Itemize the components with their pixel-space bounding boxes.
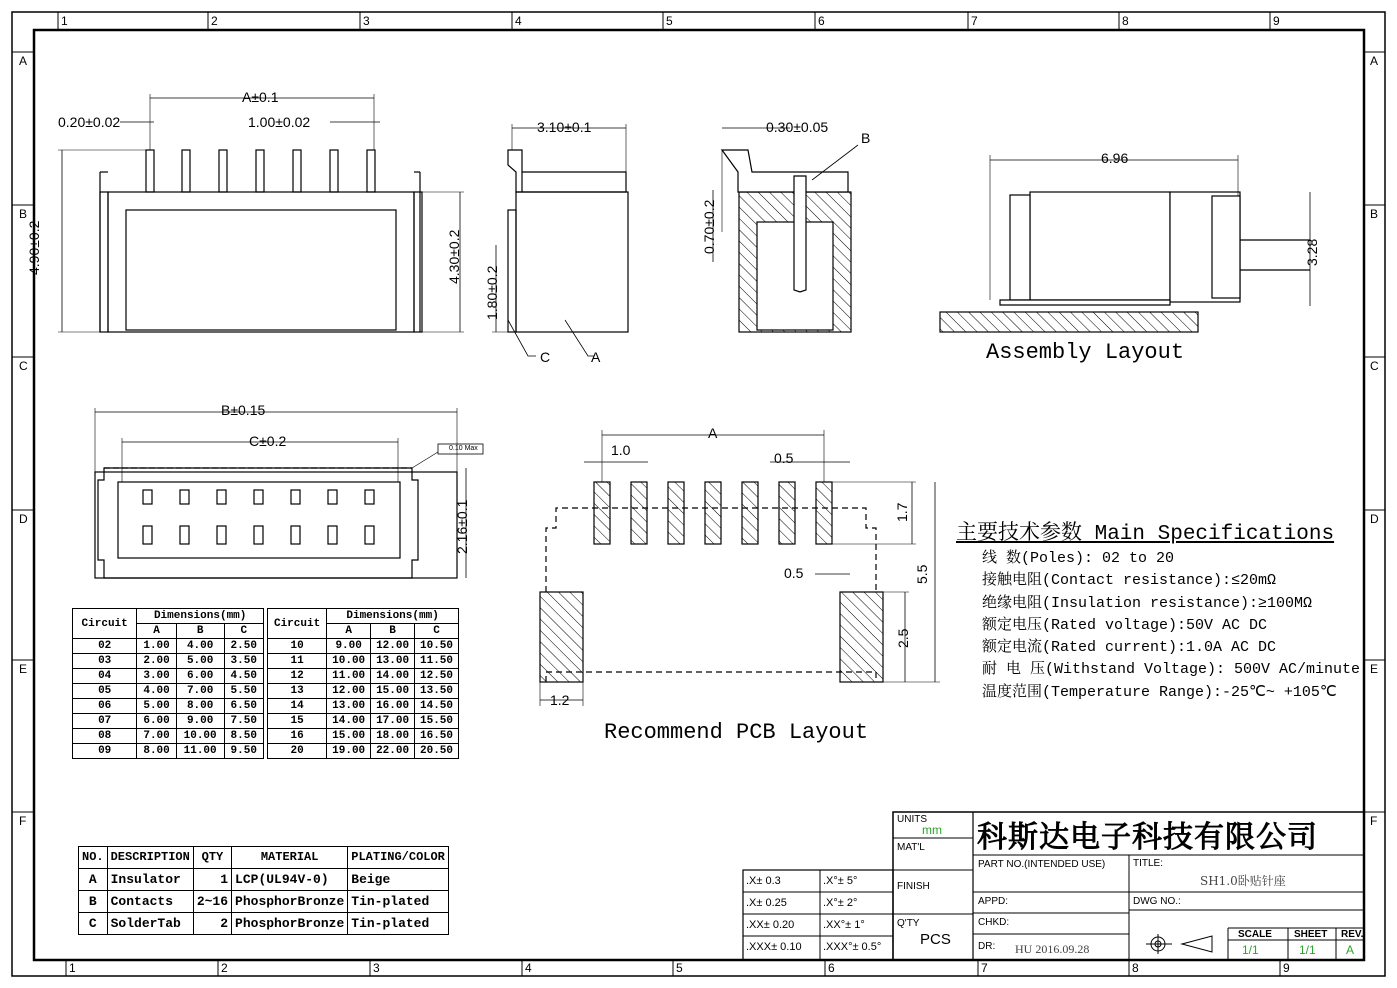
circuit-cell: 13 xyxy=(268,684,327,699)
dimension-c-cell: 7.50 xyxy=(224,714,263,729)
zone-col-8: 8 xyxy=(1122,14,1129,28)
table-row xyxy=(268,654,459,669)
bom-header-material: MATERIAL xyxy=(232,847,348,869)
company-name: 科斯达电子科技有限公司 xyxy=(977,820,1318,855)
zone-col-1: 1 xyxy=(61,14,68,28)
dimension-c-cell: 13.50 xyxy=(415,684,459,699)
zone-row-c: C xyxy=(19,359,28,373)
header-dimensions: Dimensions(mm) xyxy=(327,609,459,624)
dimension-a-cell: 5.00 xyxy=(137,699,176,714)
circuit-cell: 11 xyxy=(268,654,327,669)
zone-col-5-bottom: 5 xyxy=(676,961,683,975)
dimension-c-cell: 16.50 xyxy=(415,729,459,744)
dimension-a-cell: 15.00 xyxy=(327,729,371,744)
dimension-b-cell: 15.00 xyxy=(371,684,415,699)
tolerance-angle-1: .X°± 5° xyxy=(823,875,858,887)
dim-assembly-length: 6.96 xyxy=(1101,150,1129,166)
zone-row-e-right: E xyxy=(1370,662,1379,676)
bom-table xyxy=(78,846,449,935)
title-label: TITLE: xyxy=(1133,858,1164,869)
circuit-cell: 07 xyxy=(73,714,137,729)
dim-body-height: 4.30±0.2 xyxy=(446,229,462,284)
tolerance-angle-3: .XX°± 1° xyxy=(823,919,865,931)
zone-col-3: 3 xyxy=(363,14,370,28)
bom-qty: 1 xyxy=(193,869,231,891)
table-row xyxy=(268,639,459,654)
dimension-a-cell: 4.00 xyxy=(137,684,176,699)
scale-label: SCALE xyxy=(1238,929,1272,940)
dimension-b-cell: 13.00 xyxy=(371,654,415,669)
bom-qty: 2 xyxy=(193,913,231,935)
table-row xyxy=(73,669,264,684)
tolerance-angle-2: .X°± 2° xyxy=(823,897,858,909)
bom-material: PhosphorBronze xyxy=(232,913,348,935)
dimension-table-left-body xyxy=(73,639,264,759)
bom-row xyxy=(79,913,449,935)
front-pins xyxy=(146,150,375,192)
zone-row-a-right: A xyxy=(1370,54,1379,68)
dimension-a-cell: 11.00 xyxy=(327,669,371,684)
header-col-b: B xyxy=(371,624,415,639)
finish-label: FINISH xyxy=(897,881,930,892)
flatness-value: 0.10 xyxy=(449,445,463,452)
dimension-b-cell: 14.00 xyxy=(371,669,415,684)
zone-row-f-right: F xyxy=(1370,814,1378,828)
spec-list xyxy=(982,546,1360,702)
flatness-callout xyxy=(449,445,478,453)
dimension-a-cell: 12.00 xyxy=(327,684,371,699)
spec-title: 主要技术参数 Main Specifications xyxy=(956,523,1335,546)
bom-no: B xyxy=(79,891,108,913)
dimension-a-cell: 10.00 xyxy=(327,654,371,669)
zone-col-4-bottom: 4 xyxy=(525,961,532,975)
header-col-c: C xyxy=(224,624,263,639)
callout-b: B xyxy=(861,130,871,146)
bom-plating: Tin-plated xyxy=(348,891,449,913)
dimension-c-cell: 2.50 xyxy=(224,639,263,654)
spec-withstand-voltage: 耐 电 压(Withstand Voltage): 500V AC/minute xyxy=(982,661,1361,679)
spec-temperature-range: 温度范围(Temperature Range):-25℃~ +105℃ xyxy=(982,683,1337,701)
zone-col-4: 4 xyxy=(515,14,522,28)
dim-side-width: 3.10±0.1 xyxy=(537,119,592,135)
spec-rated-current: 额定电流(Rated current):1.0A AC DC xyxy=(982,639,1277,657)
dimension-c-cell: 9.50 xyxy=(224,744,263,759)
scale-value: 1/1 xyxy=(1242,943,1259,957)
header-col-b: B xyxy=(176,624,224,639)
header-circuit: Circuit xyxy=(73,609,137,639)
zone-col-1-bottom: 1 xyxy=(69,961,76,975)
table-row xyxy=(268,744,459,759)
dim-bottom-c: C±0.2 xyxy=(249,433,287,449)
dimension-table-left xyxy=(72,608,264,759)
zone-row-d: D xyxy=(19,512,28,526)
header-circuit: Circuit xyxy=(268,609,327,639)
zone-row-f: F xyxy=(19,814,27,828)
zone-col-2: 2 xyxy=(211,14,218,28)
bom-no: A xyxy=(79,869,108,891)
dimension-c-cell: 6.50 xyxy=(224,699,263,714)
circuit-cell: 04 xyxy=(73,669,137,684)
bom-material: LCP(UL94V-0) xyxy=(232,869,348,891)
dimension-c-cell: 12.50 xyxy=(415,669,459,684)
approved-label: APPD: xyxy=(978,896,1009,907)
circuit-cell: 02 xyxy=(73,639,137,654)
dim-pcb-pitch: 1.0 xyxy=(611,442,631,458)
table-row xyxy=(73,639,264,654)
table-row xyxy=(268,714,459,729)
zone-col-7: 7 xyxy=(971,14,978,28)
bom-row xyxy=(79,869,449,891)
bom-description: Insulator xyxy=(107,869,193,891)
dim-pcb-pad-width: 0.5 xyxy=(774,450,794,466)
bom-description: SolderTab xyxy=(107,913,193,935)
zone-col-3-bottom: 3 xyxy=(373,961,380,975)
side-view xyxy=(492,124,628,356)
drawn-label: DR: xyxy=(978,941,996,952)
dim-pcb-total-height: 5.5 xyxy=(914,564,930,584)
bom-header-no: NO. xyxy=(79,847,108,869)
dimension-b-cell: 8.00 xyxy=(176,699,224,714)
bottom-view xyxy=(95,408,483,578)
bom-no: C xyxy=(79,913,108,935)
table-row xyxy=(73,654,264,669)
dimension-table-right xyxy=(267,608,459,759)
spec-insulation-resistance: 绝缘电阻(Insulation resistance):≥100MΩ xyxy=(982,594,1313,612)
title-value: SH1.0卧贴针座 xyxy=(1200,874,1286,888)
dim-pcb-pad-height: 1.7 xyxy=(894,502,910,522)
flatness-unit: Max xyxy=(464,445,478,452)
table-row xyxy=(268,699,459,714)
zone-col-2-bottom: 2 xyxy=(221,961,228,975)
dimension-a-cell: 3.00 xyxy=(137,669,176,684)
revision-label: REV. xyxy=(1341,929,1364,940)
assembly-view xyxy=(940,155,1310,332)
bottom-pin-slots xyxy=(143,490,374,544)
dim-bottom-b: B±0.15 xyxy=(221,402,266,418)
dim-side-height: 1.80±0.2 xyxy=(484,265,500,320)
units-label: UNITS xyxy=(897,814,927,825)
zone-col-6: 6 xyxy=(818,14,825,28)
zone-col-7-bottom: 7 xyxy=(981,961,988,975)
qty-label: Q'TY xyxy=(897,918,920,929)
table-row xyxy=(268,729,459,744)
bom-header-plating: PLATING/COLOR xyxy=(348,847,449,869)
circuit-cell: 03 xyxy=(73,654,137,669)
dimension-c-cell: 14.50 xyxy=(415,699,459,714)
part-no-label: PART NO.(INTENDED USE) xyxy=(978,859,1106,870)
circuit-cell: 20 xyxy=(268,744,327,759)
dimension-c-cell: 3.50 xyxy=(224,654,263,669)
circuit-cell: 16 xyxy=(268,729,327,744)
dim-bottom-depth: 2.16±0.1 xyxy=(454,499,470,554)
dim-pcb-mount-height: 2.5 xyxy=(895,628,911,648)
zone-row-d-right: D xyxy=(1370,512,1379,526)
callout-c: C xyxy=(540,349,551,365)
dimension-b-cell: 5.00 xyxy=(176,654,224,669)
caption-assembly-layout: Assembly Layout xyxy=(986,340,1185,365)
caption-pcb-layout: Recommend PCB Layout xyxy=(604,720,869,745)
bom-plating: Beige xyxy=(348,869,449,891)
table-row xyxy=(268,684,459,699)
zone-col-8-bottom: 8 xyxy=(1132,961,1139,975)
sheet-label: SHEET xyxy=(1294,929,1328,940)
zone-row-b: B xyxy=(19,207,28,221)
header-dimensions: Dimensions(mm) xyxy=(137,609,264,624)
table-row xyxy=(73,744,264,759)
sheet-value: 1/1 xyxy=(1299,943,1316,957)
dim-pcb-gap: 0.5 xyxy=(784,565,804,581)
dim-front-a: A±0.1 xyxy=(242,89,279,105)
zone-row-b-right: B xyxy=(1370,207,1379,221)
dimension-c-cell: 8.50 xyxy=(224,729,263,744)
circuit-cell: 10 xyxy=(268,639,327,654)
dimension-c-cell: 11.50 xyxy=(415,654,459,669)
dimension-b-cell: 10.00 xyxy=(176,729,224,744)
zone-col-9: 9 xyxy=(1273,14,1280,28)
header-col-a: A xyxy=(137,624,176,639)
table-row xyxy=(73,699,264,714)
dim-section-height: 0.70±0.2 xyxy=(701,199,717,254)
dimension-c-cell: 20.50 xyxy=(415,744,459,759)
dimension-c-cell: 4.50 xyxy=(224,669,263,684)
table-row xyxy=(73,714,264,729)
callout-a: A xyxy=(591,349,601,365)
circuit-cell: 06 xyxy=(73,699,137,714)
zone-col-5: 5 xyxy=(666,14,673,28)
circuit-cell: 12 xyxy=(268,669,327,684)
dimension-b-cell: 4.00 xyxy=(176,639,224,654)
dimension-a-cell: 14.00 xyxy=(327,714,371,729)
dimension-b-cell: 6.00 xyxy=(176,669,224,684)
drawn-value: HU 2016.09.28 xyxy=(1015,942,1090,956)
dim-pcb-mount-width: 1.2 xyxy=(550,692,570,708)
spec-contact-resistance: 接触电阻(Contact resistance):≤20mΩ xyxy=(982,572,1277,590)
dimension-b-cell: 9.00 xyxy=(176,714,224,729)
bom-header-qty: QTY xyxy=(193,847,231,869)
dimension-a-cell: 8.00 xyxy=(137,744,176,759)
zone-col-6-bottom: 6 xyxy=(828,961,835,975)
dimension-a-cell: 7.00 xyxy=(137,729,176,744)
dimension-c-cell: 5.50 xyxy=(224,684,263,699)
dimension-b-cell: 16.00 xyxy=(371,699,415,714)
zone-row-c-right: C xyxy=(1370,359,1379,373)
dimension-b-cell: 22.00 xyxy=(371,744,415,759)
table-row xyxy=(73,684,264,699)
dimension-a-cell: 9.00 xyxy=(327,639,371,654)
circuit-cell: 15 xyxy=(268,714,327,729)
dim-pin-width: 0.20±0.02 xyxy=(58,114,121,130)
dimension-b-cell: 11.00 xyxy=(176,744,224,759)
circuit-cell: 09 xyxy=(73,744,137,759)
dimension-table-right-body xyxy=(268,639,459,759)
pcb-signal-pads xyxy=(594,482,832,544)
dim-pitch: 1.00±0.02 xyxy=(248,114,311,130)
dimension-a-cell: 19.00 xyxy=(327,744,371,759)
bom-qty: 2~16 xyxy=(193,891,231,913)
dim-section-width: 0.30±0.05 xyxy=(766,119,829,135)
dimension-b-cell: 7.00 xyxy=(176,684,224,699)
spec-rated-voltage: 额定电压(Rated voltage):50V AC DC xyxy=(982,616,1268,634)
dimension-c-cell: 15.50 xyxy=(415,714,459,729)
circuit-cell: 14 xyxy=(268,699,327,714)
dimension-a-cell: 13.00 xyxy=(327,699,371,714)
dimension-b-cell: 12.00 xyxy=(371,639,415,654)
dimension-c-cell: 10.50 xyxy=(415,639,459,654)
dimension-a-cell: 2.00 xyxy=(137,654,176,669)
projection-symbol xyxy=(1146,934,1212,954)
tolerance-linear-3: .XX± 0.20 xyxy=(746,919,795,931)
dimension-b-cell: 17.00 xyxy=(371,714,415,729)
spec-poles: 线 数(Poles): 02 to 20 xyxy=(982,550,1175,567)
circuit-cell: 08 xyxy=(73,729,137,744)
bom-row xyxy=(79,891,449,913)
units-value: mm xyxy=(922,823,942,837)
dim-assembly-height: 3.28 xyxy=(1304,238,1320,266)
header-col-a: A xyxy=(327,624,371,639)
material-label: MAT'L xyxy=(897,842,925,853)
tolerance-linear-1: .X± 0.3 xyxy=(746,875,781,887)
bom-plating: Tin-plated xyxy=(348,913,449,935)
section-view xyxy=(713,128,858,332)
dimension-a-cell: 1.00 xyxy=(137,639,176,654)
table-row xyxy=(73,729,264,744)
pcb-layout xyxy=(540,430,940,706)
dim-total-height: 4.90±0.2 xyxy=(26,220,42,275)
revision-value: A xyxy=(1346,943,1355,957)
dimension-b-cell: 18.00 xyxy=(371,729,415,744)
table-row xyxy=(268,669,459,684)
bom-header-description: DESCRIPTION xyxy=(107,847,193,869)
tolerance-angle-4: .XXX°± 0.5° xyxy=(823,941,882,953)
dim-pcb-a: A xyxy=(708,425,718,441)
qty-value: PCS xyxy=(920,931,951,948)
dimension-a-cell: 6.00 xyxy=(137,714,176,729)
bom-description: Contacts xyxy=(107,891,193,913)
zone-col-9-bottom: 9 xyxy=(1283,961,1290,975)
tolerance-linear-4: .XXX± 0.10 xyxy=(746,941,802,953)
circuit-cell: 05 xyxy=(73,684,137,699)
tolerance-linear-2: .X± 0.25 xyxy=(746,897,787,909)
drawing-number-label: DWG NO.: xyxy=(1133,896,1181,907)
header-col-c: C xyxy=(415,624,459,639)
zone-row-e: E xyxy=(19,662,28,676)
zone-row-a: A xyxy=(19,54,28,68)
checked-label: CHKD: xyxy=(978,917,1010,928)
bom-material: PhosphorBronze xyxy=(232,891,348,913)
